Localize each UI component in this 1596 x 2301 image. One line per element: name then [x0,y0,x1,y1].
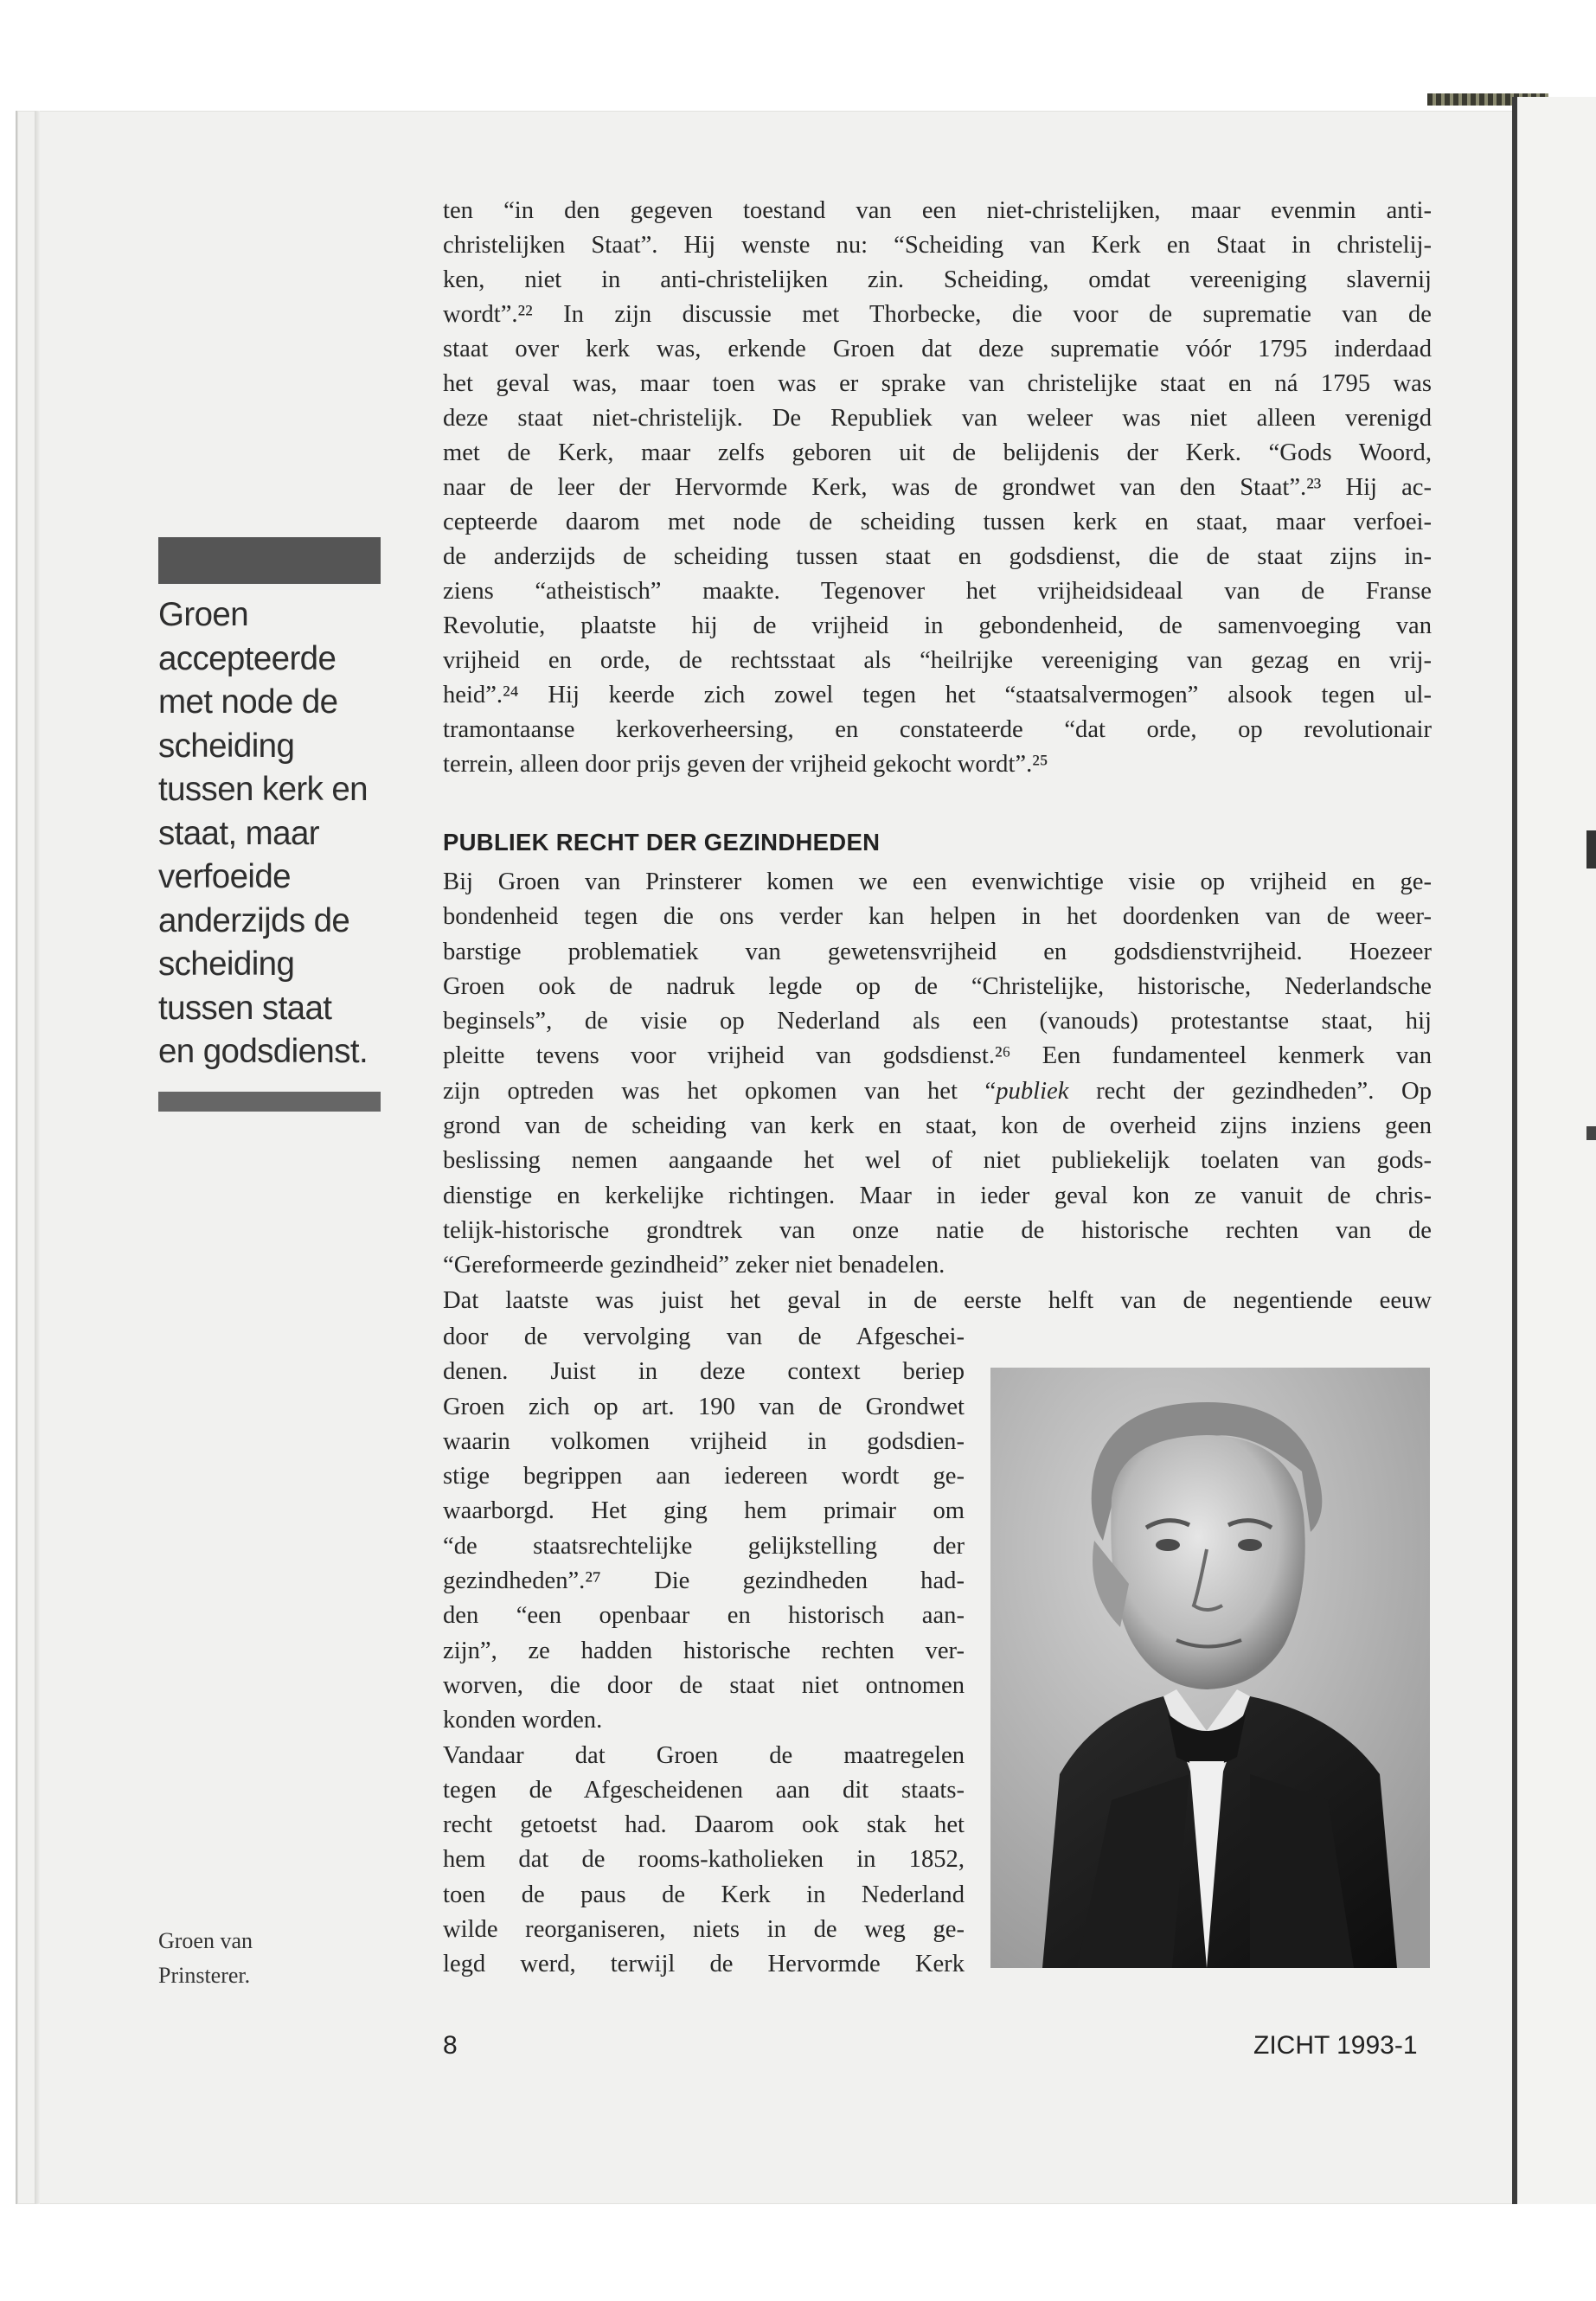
portrait-illustration [990,1368,1430,1968]
text-line: beslissing nemen aangaande het wel of niet publiekelijk toelaten van gods- [443,1147,1432,1175]
text-line-with-italic [443,1074,1432,1109]
text-line: recht getoetst had. Daarom ook stak het [443,1811,965,1839]
text-line: bondenheid tegen die ons verder kan helpen in het doordenken van de weer- [443,903,1432,931]
text-line: hem dat de rooms-katholieken in 1852, [443,1846,965,1874]
text-segment: zijn optreden was het opkomen van het “ [443,1077,997,1105]
text-line: Vandaar dat Groen de maatregelen [443,1741,965,1769]
text-line: barstige problematiek van gewetensvrijheid en godsdienstvrijheid. Hoezeer [443,938,1432,965]
text-line: Groen zich op art. 190 van de Grondwet [443,1393,965,1420]
text-line: ten “in den gegeven toestand van een niet-christelijken, maar evenmin anti- [443,197,1432,224]
text-line: ken, niet in anti-christelijken zin. Scheiding, omdat vereeniging slavernij [443,266,1432,293]
pullquote-line: staat, maar [158,814,319,852]
text-line: legd werd, terwijl de Hervormde Kerk [443,1951,965,1978]
text-line: den “een openbaar en historisch aan- [443,1602,965,1630]
text-line: worven, die door de staat niet ontnomen [443,1671,965,1699]
text-line: gezindheden”.²⁷ Die gezindheden had- [443,1567,965,1595]
text-line: terrein, alleen door prijs geven der vrijheid gekocht wordt”.²⁵ [443,751,1048,778]
text-line: wordt”.²² In zijn discussie met Thorbecke, die voor de suprematie van de [443,301,1432,328]
italic-word: publiek [996,1077,1069,1105]
pullquote-line: verfoeide [158,858,291,895]
text-line: ziens “atheistisch” maakte. Tegenover het vrijheidsideaal van de Franse [443,578,1432,605]
text-line: “de staatsrechtelijke gelijkstelling der [443,1532,965,1560]
text-line: telijk-historische grondtrek van onze natie de historische rechten van de [443,1216,1432,1244]
article-paragraph-1 [443,194,1432,782]
text-line: grond van de scheiding van kerk en staat, kon de overheid zijns inziens geen [443,1112,1432,1140]
text-line: stige begrippen aan iedereen wordt ge- [443,1463,965,1490]
text-line: christelijken Staat”. Hij wenste nu: “Scheiding van Kerk en Staat in christelij- [443,232,1432,259]
text-line: staat over kerk was, erkende Groen dat deze suprematie vóór 1795 inderdaad [443,336,1432,362]
text-line: Bij Groen van Prinsterer komen we een evenwichtige visie op vrijheid en ge- [443,868,1432,895]
next-page-bar [1586,830,1596,868]
text-line: denen. Juist in deze context beriep [443,1358,965,1386]
text-line: tramontaanse kerkoverheersing, en constateerde “dat orde, op revolutionair [443,716,1432,743]
section-heading: PUBLIEK RECHT DER GEZINDHEDEN [443,829,881,856]
portrait-photo [990,1368,1430,1968]
pullquote-line: scheiding [158,945,295,983]
text-line: cepteerde daarom met node de scheiding tussen kerk en staat, maar verfoei- [443,509,1432,535]
text-line: deze staat niet-christelijk. De Republiek van weleer was niet alleen verenigd [443,405,1432,432]
page-edge [35,111,40,2204]
text-segment: recht der gezindheden”. Op [1068,1077,1432,1105]
article-paragraph-2 [443,865,1432,1318]
text-line: vrijheid en orde, de rechtsstaat als “heilrijke vereeniging van gezag en vrij- [443,647,1432,674]
publication-name: ZICHT 1993-1 [1253,2031,1418,2060]
caption-line: Groen van [158,1928,253,1953]
pullquote-line: accepteerde [158,639,337,677]
text-line: tegen de Afgescheidenen aan dit staats- [443,1776,965,1804]
text-line: waarin volkomen vrijheid in godsdien- [443,1427,965,1455]
text-line: “Gereformeerde gezindheid” zeker niet benadelen. [443,1252,945,1279]
pullquote-line: en godsdienst. [158,1033,369,1070]
page-number: 8 [443,2031,458,2060]
pullquote-line: met node de [158,683,338,721]
caption-line: Prinsterer. [158,1963,251,1988]
pullquote-line: anderzijds de [158,901,350,939]
text-line: wilde reorganiseren, niets in de weg ge- [443,1916,965,1944]
text-line: naar de leer der Hervormde Kerk, was de grondwet van den Staat”.²³ Hij ac- [443,474,1432,501]
text-line: met de Kerk, maar zelfs geboren uit de belijdenis der Kerk. “Gods Woord, [443,439,1432,466]
text-line: door de vervolging van de Afgeschei- [443,1324,965,1350]
next-page-edge [1512,97,1596,2204]
text-line: dienstige en kerkelijke richtingen. Maar in ieder geval kon ze vanuit de chris- [443,1182,1432,1209]
text-line: beginsels”, de visie op Nederland als een (vanouds) protestantse staat, hij [443,1008,1432,1035]
text-line: het geval was, maar toen was er sprake van christelijke staat en ná 1795 was [443,370,1432,397]
text-line: waarborgd. Het ging hem primair om [443,1497,965,1525]
pullquote-top-bar [158,537,381,584]
text-line: toen de paus de Kerk in Nederland [443,1881,965,1908]
text-line: zijn”, ze hadden historische rechten ver- [443,1637,965,1664]
text-line: heid”.²⁴ Hij keerde zich zowel tegen het “staatsalvermogen” alsook tegen ul- [443,682,1432,708]
next-page-bar-small [1586,1126,1596,1140]
pullquote-line: scheiding [158,727,295,765]
text-line: Dat laatste was juist het geval in de eerste helft van de negentiende eeuw [443,1286,1432,1314]
text-line: Revolutie, plaatste hij de vrijheid in gebondenheid, de samenvoeging van [443,612,1432,639]
text-line: konden worden. [443,1707,603,1734]
pullquote-line: Groen [158,596,249,633]
pullquote-line: tussen kerk en [158,771,368,808]
text-line: Groen ook de nadruk legde op de “Christelijke, historische, Nederlandsche [443,972,1432,1000]
pullquote [158,593,392,1074]
article-paragraph-3 [443,1320,965,1983]
text-line: pleitte tevens voor vrijheid van godsdienst.²⁶ Een fundamenteel kenmerk van [443,1042,1432,1070]
text-line: de anderzijds de scheiding tussen staat en godsdienst, die de staat zijns in- [443,543,1432,570]
pullquote-bottom-bar [158,1092,381,1112]
photo-caption [158,1924,297,1993]
pullquote-line: tussen staat [158,989,332,1027]
